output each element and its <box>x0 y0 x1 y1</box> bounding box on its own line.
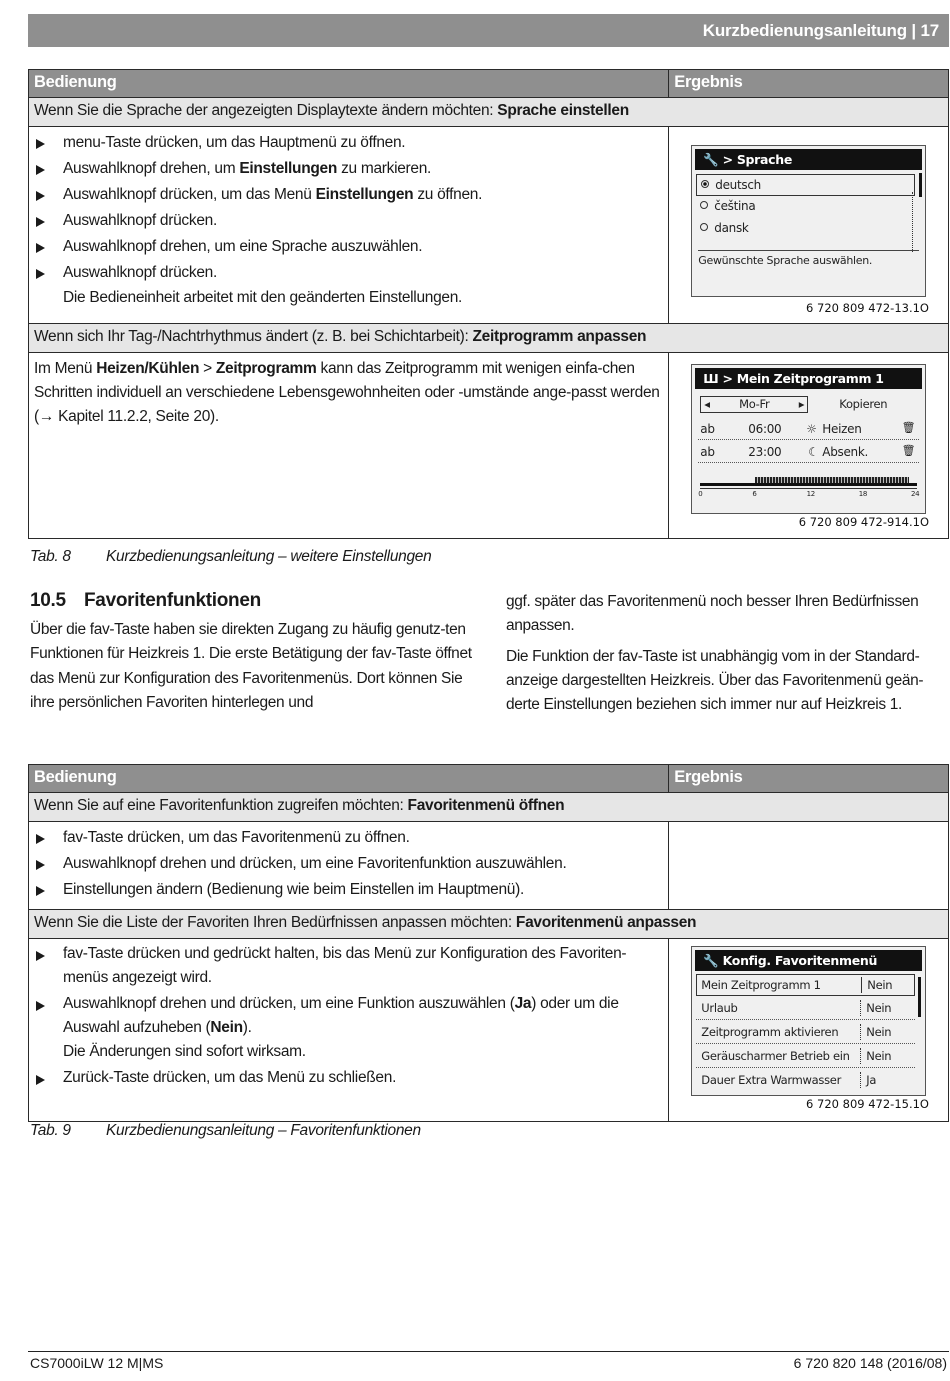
language-option[interactable]: dansk <box>692 220 925 242</box>
figure-id: 6 720 809 472-15.1O <box>806 1097 929 1111</box>
bullet-triangle-icon <box>36 139 45 149</box>
arrow-right-icon: → <box>38 408 55 425</box>
table-9 <box>28 764 949 1122</box>
radio-icon <box>700 223 708 231</box>
display-title: Ш > Mein Zeitprogramm 1 <box>695 368 922 389</box>
favorite-row[interactable]: Zeitprogramm aktivieren Nein <box>696 1020 915 1044</box>
table8-result-language <box>669 127 949 324</box>
list-item: menu-Taste drücken, um das Hauptmenü zu öffnen. <box>34 130 663 156</box>
display-hint: Gewünschte Sprache auswählen. <box>698 250 919 267</box>
timeline-heating-block <box>755 477 909 483</box>
step-note: Die Änderungen sind sofort wirksam. <box>63 1043 306 1060</box>
table8-col-result: Ergebnis <box>669 70 949 98</box>
section-heading: 10.5 Favoritenfunktionen <box>30 590 261 611</box>
footer-doc-number: 6 720 820 148 (2016/08) <box>793 1355 947 1371</box>
table9-steps-open <box>29 822 669 910</box>
axis-tick-label: 0 <box>698 490 703 498</box>
table8-caption: Tab. 8 Kurzbedienungsanleitung – weitere Einstellungen <box>30 548 432 565</box>
step-note: Die Bedieneinheit arbeitet mit den geänderten Einstellungen. <box>63 289 463 306</box>
table8-section-language: Wenn Sie die Sprache der angezeigten Displaytexte ändern möchten: Sprache einstellen <box>29 98 949 127</box>
bullet-triangle-icon <box>36 951 45 961</box>
display-title: 🔧 Konfig. Favoritenmenü <box>695 950 922 971</box>
axis-tick-label: 12 <box>806 490 815 498</box>
list-item: Auswahlknopf drücken. <box>34 208 663 234</box>
radio-icon <box>700 201 708 209</box>
schedule-timeline <box>698 463 920 507</box>
footer-divider <box>28 1351 949 1352</box>
schedule-row[interactable]: ab 06:00 ☼ Heizen 🗑 <box>698 417 919 440</box>
bullet-triangle-icon <box>36 165 45 175</box>
table9-caption: Tab. 9 Kurzbedienungsanleitung – Favoritenfunktionen <box>30 1122 421 1139</box>
language-option[interactable]: čeština <box>692 196 925 220</box>
bullet-triangle-icon <box>36 1001 45 1011</box>
footer-model: CS7000iLW 12 M|MS <box>30 1355 164 1371</box>
moon-icon: ☾ <box>808 445 819 459</box>
scrollbar-thumb[interactable] <box>918 977 921 1017</box>
bullet-triangle-icon <box>36 1075 45 1085</box>
day-selector[interactable]: ◂ Mo-Fr ▸ <box>700 396 808 413</box>
list-item: Auswahlknopf drehen und drücken, um eine Funktion auszuwählen (Ja) oder um die Auswahl aufzuheben (Nein). Die Änderungen sind sofort wirksam. <box>34 992 663 1064</box>
list-item: Zurück-Taste drücken, um das Menü zu schließen. <box>34 1066 663 1090</box>
table8-result-schedule <box>669 353 949 539</box>
bullet-triangle-icon <box>36 191 45 201</box>
axis-tick-label: 6 <box>752 490 757 498</box>
favorite-row[interactable]: Dauer Extra Warmwasser Ja <box>701 1073 877 1087</box>
table8-steps-language <box>29 127 669 324</box>
axis-tick-label: 24 <box>910 490 920 498</box>
table9-steps-adjust <box>29 939 669 1122</box>
table9-section-adjust: Wenn Sie die Liste der Favoriten Ihren Bedürfnissen anpassen möchten: Favoritenmenü anpassen <box>29 910 949 939</box>
wrench-icon: 🔧 <box>703 152 719 167</box>
table8-steps-schedule <box>29 353 669 539</box>
list-item: Auswahlknopf drehen und drücken, um eine Favoritenfunktion auszuwählen. <box>34 851 663 877</box>
bullet-triangle-icon <box>36 217 45 227</box>
scrollbar-thumb[interactable] <box>919 173 922 197</box>
language-option-selected[interactable]: deutsch <box>696 174 915 196</box>
timeline-base-bar <box>700 483 917 486</box>
display-title: 🔧 > Sprache <box>695 149 922 170</box>
list-item: fav-Taste drücken und gedrückt halten, bis das Menü zur Konfiguration des Favoriten-menüs angezeigt wird. <box>34 942 663 990</box>
arrow-right-icon: ▸ <box>798 397 805 411</box>
wrench-icon: 🔧 <box>703 953 719 968</box>
display-schedule <box>691 364 926 514</box>
list-item: fav-Taste drücken, um das Favoritenmenü zu öffnen. <box>34 825 663 851</box>
bullet-triangle-icon <box>36 243 45 253</box>
schedule-icon: Ш <box>703 371 719 386</box>
bullet-triangle-icon <box>36 860 45 870</box>
section-text-left: Über die fav-Taste haben sie direkten Zugang zu häufig genutz-ten Funktionen für Heizkreis 1. Die erste Betätigung der fav-Taste öffnet das Menü zur Konfiguration des Favoritenmenüs. Dort können Sie ihre persönlichen Favoriten hinterlegen und <box>30 621 472 711</box>
table8-section-schedule: Wenn sich Ihr Tag-/Nachtrhythmus ändert (z. B. bei Schichtarbeit): Zeitprogramm anpassen <box>29 324 949 353</box>
table9-result-open <box>669 822 949 910</box>
table9-result-adjust <box>669 939 949 1122</box>
table-8 <box>28 69 949 539</box>
list-item: Auswahlknopf drücken, um das Menü Einstellungen zu öffnen. <box>34 182 663 208</box>
timeline-axis <box>700 488 917 489</box>
table9-col-result: Ergebnis <box>669 765 949 793</box>
page-header-bar <box>28 14 949 47</box>
favorite-row-selected[interactable]: Mein Zeitprogramm 1 Nein <box>696 974 915 996</box>
list-item: Einstellungen ändern (Bedienung wie beim Einstellen im Hauptmenü). <box>34 877 663 903</box>
table8-col-operation: Bedienung <box>29 70 669 98</box>
bullet-triangle-icon <box>36 269 45 279</box>
bullet-triangle-icon <box>36 886 45 896</box>
trash-icon: 🗑 <box>901 444 916 457</box>
arrow-left-icon: ◂ <box>704 397 710 411</box>
table9-section-open: Wenn Sie auf eine Favoritenfunktion zugreifen möchten: Favoritenmenü öffnen <box>29 793 949 822</box>
copy-button[interactable]: Kopieren <box>839 397 888 411</box>
list-item: Auswahlknopf drehen, um eine Sprache auszuwählen. <box>34 234 663 260</box>
schedule-row[interactable]: ab 23:00 ☾ Absenk. 🗑 <box>698 440 919 463</box>
trash-icon[interactable]: 🗑 <box>901 421 916 434</box>
section-text-right: ggf. später das Favoritenmenü noch besser Ihren Bedürfnissen anpassen. Die Funktion der fav-Taste ist unabhängig vom in der Standard-anzeige dargestellten Heizkreis. Über das Favoritenmenü geän-derte Einstellungen beziehen sich immer nur auf Heizkreis 1. <box>506 593 924 714</box>
table9-col-operation: Bedienung <box>29 765 669 793</box>
sun-icon: ☼ <box>806 422 817 436</box>
figure-id: 6 720 809 472-914.1O <box>798 515 929 529</box>
display-language <box>691 145 926 297</box>
radio-selected-icon <box>701 180 709 188</box>
favorite-row[interactable]: Geräuscharmer Betrieb ein Nein <box>696 1044 915 1068</box>
list-item: Auswahlknopf drücken. Die Bedieneinheit arbeitet mit den geänderten Einstellungen. <box>34 260 663 310</box>
page-header-title: Kurzbedienungsanleitung | 17 <box>702 21 939 40</box>
figure-id: 6 720 809 472-13.1O <box>806 301 929 315</box>
scrollbar-track <box>912 192 913 252</box>
schedule-paragraph: Im Menü Heizen/Kühlen > Zeitprogramm kann das Zeitprogramm mit wenigen einfa-chen Schritten individuell an verschiedene Lebensgewohnheiten oder -umstände ange-passt werden (→ Kapitel 11.2.2, Seite 20). <box>34 360 660 425</box>
list-item: Auswahlknopf drehen, um Einstellungen zu markieren. <box>34 156 663 182</box>
display-favorites-config <box>691 946 926 1096</box>
favorite-row[interactable]: Urlaub Nein <box>696 996 915 1020</box>
bullet-triangle-icon <box>36 834 45 844</box>
axis-tick-label: 18 <box>858 490 867 498</box>
